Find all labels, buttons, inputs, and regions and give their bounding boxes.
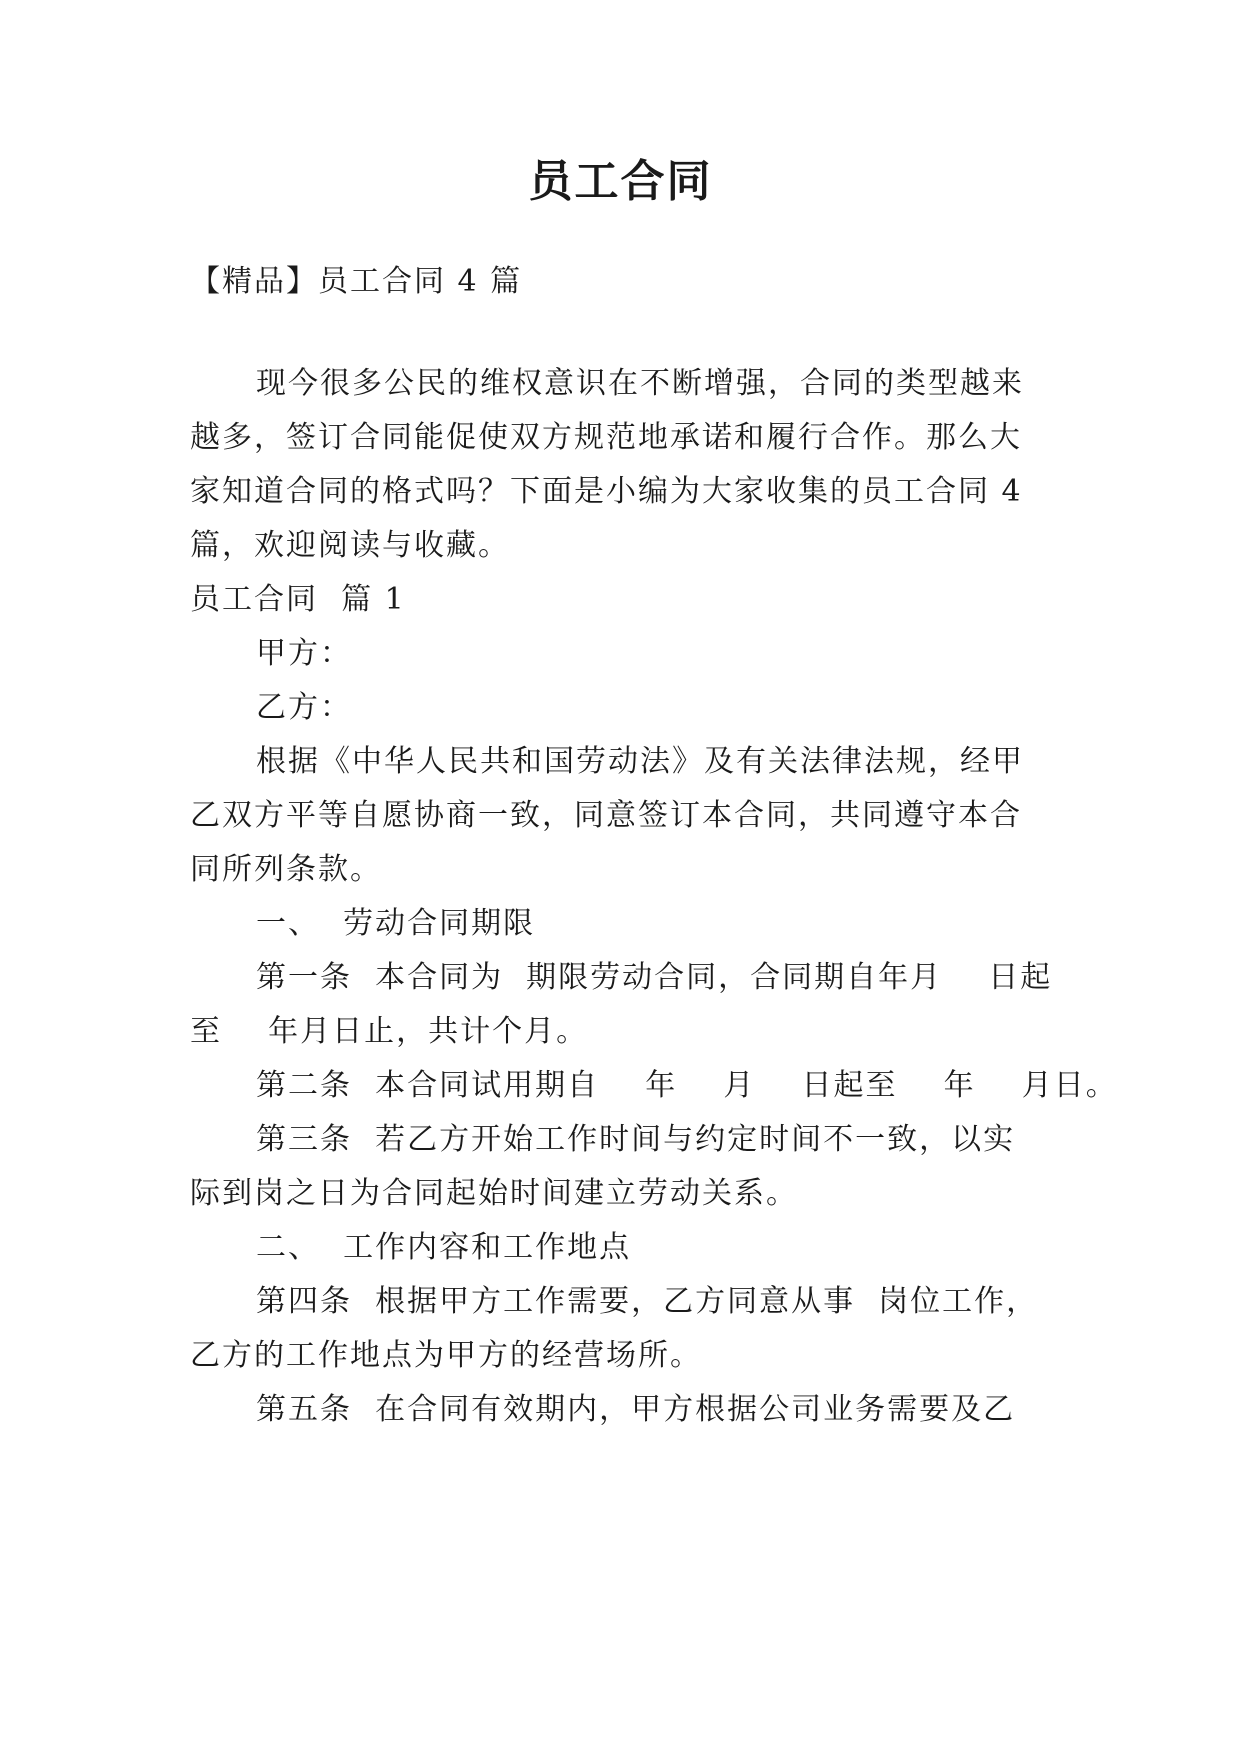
article-4-line-2: 乙方的工作地点为甲方的经营场所。 [190, 1338, 702, 1373]
article-4-line-1: 第四条 根据甲方工作需要，乙方同意从事 岗位工作， [256, 1284, 1039, 1319]
document-title: 员工合同 [528, 156, 713, 207]
chapter-1-heading: 一、 劳动合同期限 [256, 906, 536, 941]
intro-line-4: 篇，欢迎阅读与收藏。 [190, 528, 510, 563]
document-subtitle: 【精品】员工合同 4 篇 [190, 264, 523, 299]
article-3-line-1: 第三条 若乙方开始工作时间与约定时间不一致，以实 [256, 1122, 1016, 1157]
chapter-2-heading: 二、 工作内容和工作地点 [256, 1230, 632, 1265]
article-1-line-1: 第一条 本合同为 期限劳动合同，合同期自年月 日起 [256, 960, 1053, 995]
article-3-line-2: 际到岗之日为合同起始时间建立劳动关系。 [190, 1176, 798, 1211]
section-heading: 员工合同 篇 1 [190, 582, 406, 617]
preamble-line-2: 乙双方平等自愿协商一致，同意签订本合同，共同遵守本合 [190, 798, 1022, 833]
party-b-line: 乙方： [256, 690, 352, 725]
preamble-line-3: 同所列条款。 [190, 852, 382, 887]
intro-line-3: 家知道合同的格式吗？下面是小编为大家收集的员工合同 4 [190, 474, 1023, 509]
party-a-line: 甲方： [256, 636, 352, 671]
article-2-line: 第二条 本合同试用期自 年 月 日起至 年 月日。 [256, 1068, 1118, 1103]
intro-line-2: 越多，签订合同能促使双方规范地承诺和履行合作。那么大 [190, 420, 1022, 455]
preamble-line-1: 根据《中华人民共和国劳动法》及有关法律法规，经甲 [256, 744, 1024, 779]
article-5-line-1: 第五条 在合同有效期内，甲方根据公司业务需要及乙 [256, 1392, 1016, 1427]
article-1-line-2: 至 年月日止，共计个月。 [190, 1014, 589, 1049]
intro-line-1: 现今很多公民的维权意识在不断增强，合同的类型越来 [256, 366, 1024, 401]
